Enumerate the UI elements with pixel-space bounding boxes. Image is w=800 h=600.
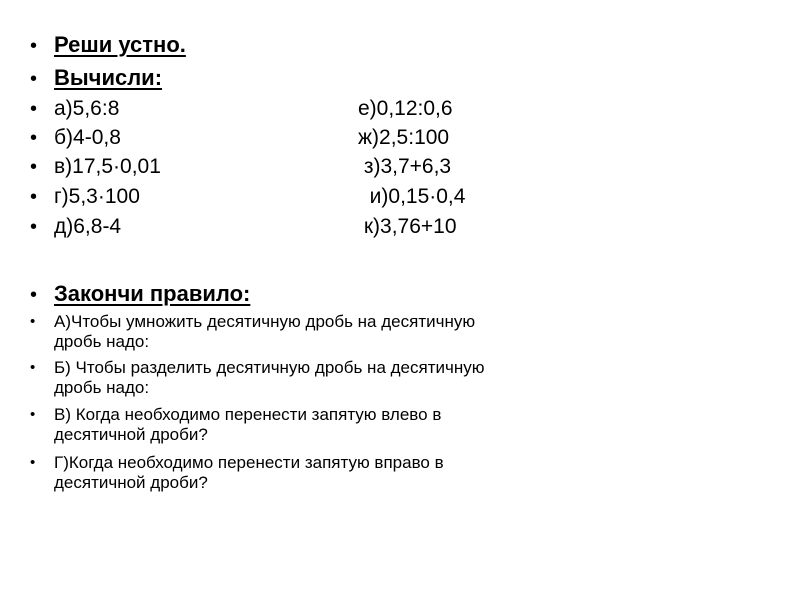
bullet: • <box>30 454 36 471</box>
exercise-left: д)6,8-4 <box>54 215 122 238</box>
rule-text <box>54 453 634 493</box>
bullet: • <box>30 156 38 178</box>
rule-item <box>30 312 634 352</box>
rule-line: дробь надо: <box>54 332 150 351</box>
exercise-right: и)0,15·0,4 <box>358 185 466 208</box>
bullet: • <box>30 359 36 376</box>
bullet: • <box>30 127 38 149</box>
bullet: • <box>30 35 38 57</box>
bullet: • <box>30 216 38 238</box>
bullet: • <box>30 313 36 330</box>
exercise-right: ж)2,5:100 <box>358 126 450 149</box>
heading-text: Закончи правило: <box>54 281 251 306</box>
exercise-left: г)5,3·100 <box>54 185 140 208</box>
rule-line: дробь надо: <box>54 378 150 397</box>
bullet: • <box>30 68 38 90</box>
rule-line: десятичной дроби? <box>54 425 208 444</box>
exercise-left: в)17,5·0,01 <box>54 155 161 178</box>
exercise-left: а)5,6:8 <box>54 97 120 120</box>
heading-zakonchi-pravilo <box>30 281 250 307</box>
rule-line: Г)Когда необходимо перенести запятую вправо в <box>54 453 444 472</box>
rule-text <box>54 358 634 398</box>
bullet: • <box>30 98 38 120</box>
rule-line: В) Когда необходимо перенести запятую влево в <box>54 405 442 424</box>
heading-reshi-ustno <box>30 32 186 58</box>
exercise-row <box>30 97 453 123</box>
exercise-row <box>30 215 457 241</box>
heading-text: Вычисли: <box>54 65 163 90</box>
exercise-row <box>30 126 449 152</box>
exercise-row <box>30 155 451 181</box>
rule-text <box>54 312 634 352</box>
rule-item <box>30 405 634 445</box>
rule-text <box>54 405 634 445</box>
rule-line: А)Чтобы умножить десятичную дробь на десятичную <box>54 312 476 331</box>
exercise-row <box>30 185 465 211</box>
rule-item <box>30 453 634 493</box>
exercise-right: з)3,7+6,3 <box>358 155 452 178</box>
bullet: • <box>30 186 38 208</box>
bullet: • <box>30 406 36 423</box>
rule-line: десятичной дроби? <box>54 473 208 492</box>
exercise-left: б)4-0,8 <box>54 126 121 149</box>
rule-line: Б) Чтобы разделить десятичную дробь на десятичную <box>54 358 485 377</box>
rule-item <box>30 358 634 398</box>
exercise-right: е)0,12:0,6 <box>358 97 453 120</box>
heading-vychisli <box>30 65 162 91</box>
bullet: • <box>30 284 38 306</box>
exercise-right: к)3,76+10 <box>358 215 457 238</box>
heading-text: Реши устно. <box>54 32 186 57</box>
